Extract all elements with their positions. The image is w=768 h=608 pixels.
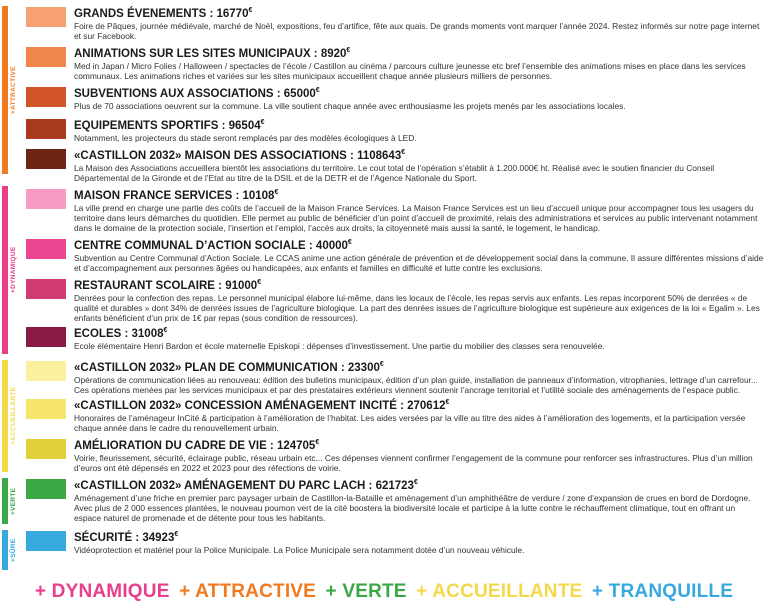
currency-unit: € — [257, 279, 262, 286]
item-description: Voirie, fleurissement, sécurité, éclairage public, réseau urbain etc... Ces dépenses viennent confirmer l’engagement de la commune pour renforcer ses infrastructures. Plus d’un million d’euros ont été dépensés en 2022 et 2023 pour des réfections de voirie. — [74, 452, 753, 473]
currency-unit: € — [174, 531, 179, 538]
currency-unit: € — [248, 7, 253, 14]
item-description: Med in Japan / Micro Folies / Halloween / spectacles de l’école / Castillon au cinéma / parcours culture jeunesse etc bref l’ensemble des animations mises en place dans les services communaux. Les animations riches et variées sur les sites municipaux accueillent chaque année plusieurs milliers de personnes. — [74, 60, 746, 81]
color-swatch — [26, 7, 66, 27]
color-swatch — [26, 119, 66, 139]
currency-unit: € — [274, 189, 279, 196]
currency-unit: € — [347, 239, 352, 246]
item-title — [74, 84, 764, 101]
item-title-text: EQUIPEMENTS SPORTIFS : 96504 — [74, 119, 261, 132]
item-description: Plus de 70 associations oeuvrent sur la commune. La ville soutient chaque année avec enthousiasme les projets menés par les associations locales. — [74, 100, 626, 111]
item-title — [74, 528, 764, 545]
category-bar-dynamique — [2, 186, 8, 354]
item-title — [74, 116, 764, 133]
item-title — [74, 276, 764, 293]
currency-unit: € — [413, 479, 418, 486]
color-swatch — [26, 439, 66, 459]
slogan — [0, 581, 768, 603]
item-description: Foire de Pâques, journée médiévale, marché de Noël, expositions, feu d’artifice, fête aux quais. De grands moments vont marquer l’année 2024. Restez informés sur notre page internet et sur Facebook. — [74, 20, 760, 41]
slogan-dynamique: + DYNAMIQUE — [34, 581, 170, 602]
color-swatch — [26, 327, 66, 347]
item-description: Notamment, les projecteurs du stade seront remplacés par des modèles écologiques à LED. — [74, 132, 417, 143]
color-swatch — [26, 189, 66, 209]
currency-unit: € — [379, 361, 384, 368]
item-title — [74, 396, 764, 413]
color-swatch — [26, 47, 66, 67]
item-title-text: GRANDS ÉVENEMENTS : 16770 — [74, 7, 249, 20]
item-description: Vidéoprotection et matériel pour la Police Municipale. La Police Municipale sera notamment dotée d’un nouveau véhicule. — [74, 544, 525, 555]
item-title — [74, 436, 764, 453]
color-swatch — [26, 399, 66, 419]
category-bar-verte — [2, 478, 8, 524]
currency-unit: € — [346, 47, 351, 54]
category-bar-sure — [2, 530, 8, 570]
currency-unit: € — [401, 149, 406, 156]
item-title-text: SUBVENTIONS AUX ASSOCIATIONS : 65000 — [74, 87, 316, 100]
item-title-text: ECOLES : 31008 — [74, 327, 164, 340]
slogan-accueillante: + ACCUEILLANTE — [416, 581, 583, 602]
color-swatch — [26, 479, 66, 499]
item-title-text: RESTAURANT SCOLAIRE : 91000 — [74, 279, 258, 292]
item-title — [74, 44, 764, 61]
category-label-attractive: +ATTRACTIVE — [10, 66, 17, 114]
item-title — [74, 186, 764, 203]
currency-unit: € — [163, 327, 168, 334]
slogan-attractive: + ATTRACTIVE — [179, 581, 317, 602]
item-title-text: «CASTILLON 2032» AMÉNAGEMENT DU PARC LACH : 621723 — [74, 479, 414, 492]
color-swatch — [26, 87, 66, 107]
category-label-sure: +SÛRE — [10, 538, 17, 562]
item-title-text: ANIMATIONS SUR LES SITES MUNICIPAUX : 8920 — [74, 47, 347, 60]
currency-unit: € — [445, 399, 450, 406]
item-title — [74, 324, 764, 341]
currency-unit: € — [315, 87, 320, 94]
item-title — [74, 236, 764, 253]
item-title-text: MAISON FRANCE SERVICES : 10108 — [74, 189, 275, 202]
slogan-tranquille: + TRANQUILLE — [591, 581, 734, 602]
item-description: La Maison des Associations accueillera bientôt les associations du territoire. Le cout total de l’opération s’établit à 1.200.000€ ht. Réalisé avec le soutien financier du Conseil Départemental de la Gironde et de l’Etat au titre de la DSIL et de la DETR et de l’Agence Nationale du Sport. — [74, 162, 715, 183]
category-label-verte: +VERTE — [10, 487, 17, 515]
item-title-text: SÉCURITÉ : 34923 — [74, 531, 175, 544]
currency-unit: € — [260, 119, 265, 126]
slogan-verte: + VERTE — [325, 581, 407, 602]
item-title — [74, 476, 764, 493]
item-description: Honoraires de l’aménageur InCité & participation à l’amélioration de l’habitat. Les aides versées par la ville au titre des aides à l’amélioration des logements, et la participation versée chaque année dans le cadre du renouvellement urbain. — [74, 412, 746, 433]
item-title — [74, 4, 764, 21]
item-title-text: CENTRE COMMUNAL D’ACTION SOCIALE : 40000 — [74, 239, 348, 252]
item-description: Ecole élémentaire Henri Bardon et école maternelle Episkopi : dépenses d’investissement. Une partie du mobilier des classes sera renouvelée. — [74, 340, 605, 351]
item-title-text: «CASTILLON 2032» PLAN DE COMMUNICATION : 23300 — [74, 361, 380, 374]
item-description: Aménagement d’une friche en premier parc paysager urbain de Castillon-la-Bataille et aménagement d’un amphithéâtre de verdure / zone d’expansion de crues en bord de Dordogne. Avec plus de 2 000 essences plantées, le nouveau poumon vert de la cité boostera la biodiversité locale et participe à la lutte contre le réchauffement climatique, tout en offrant un espace naturel de promenade et de détente pour tous les habitants. — [74, 492, 751, 523]
item-title — [74, 358, 764, 375]
color-swatch — [26, 239, 66, 259]
item-description: Opérations de communication liées au renouveau: édition des bulletins municipaux, édition d’un plan guide, installation de panneaux d’information, vitrophanies, lettrage d’un carrefour... Ces opérations menées par les services municipaux et par des prestataires extérieurs viennent soutenir l’ancrage territorial et l’utilité sociale des aménagements de l’espace public. — [74, 374, 758, 395]
item-title — [74, 146, 764, 163]
color-swatch — [26, 279, 66, 299]
color-swatch — [26, 361, 66, 381]
color-swatch — [26, 149, 66, 169]
item-description: Denrées pour la confection des repas. Le personnel municipal élabore lui-même, dans les locaux de l’école, les repas servis aux enfants. Les repas incorporent 50% de denrées « de qualité et durables » dont 34% de denrées issues de l’agriculture biologique. La part des denrées issues de l’agriculture biologique est supérieure aux exigences de la loi « Egalim ». Les enfants bénéficient d’un prix de 1€ par repas (sous condition de ressources). — [74, 292, 760, 323]
category-label-accueillante: +ACCUEILLANTE — [10, 386, 17, 446]
item-description: Subvention au Centre Communal d’Action Sociale. Le CCAS anime une action générale de prévention et de développement social dans la commune. Il assure différentes missions d’aide et d’accompagnement aux personnes âgées ou handicapées, aux enfants et familles en difficulté et lutte contre les exclusions. — [74, 252, 764, 273]
color-swatch — [26, 531, 66, 551]
item-title-text: «CASTILLON 2032» MAISON DES ASSOCIATIONS : 1108643 — [74, 149, 402, 162]
category-label-dynamique: +DYNAMIQUE — [10, 246, 17, 294]
item-title-text: AMÉLIORATION DU CADRE DE VIE : 124705 — [74, 439, 316, 452]
item-title-text: «CASTILLON 2032» CONCESSION AMÉNAGEMENT INCITÉ : 270612 — [74, 399, 446, 412]
currency-unit: € — [315, 439, 320, 446]
category-bar-attractive — [2, 6, 8, 174]
item-description: La ville prend en charge une partie des coûts de l’accueil de la Maison France Services. La Maison France Services est un lieu d’accueil unique pour accompagner tous les usagers du territoire dans leurs démarches du quotidien. Elle permet au public de bénéficier d’un point d’accueil de proximité, relais des administrations et services au public intervenant notamment dans le domaine de la protection sociale, l’insertion et l’emploi, l’accès aux droits, la citoyenneté mais aussi la santé, le logement, le handicap. — [74, 202, 758, 233]
category-bar-accueillante — [2, 360, 8, 472]
